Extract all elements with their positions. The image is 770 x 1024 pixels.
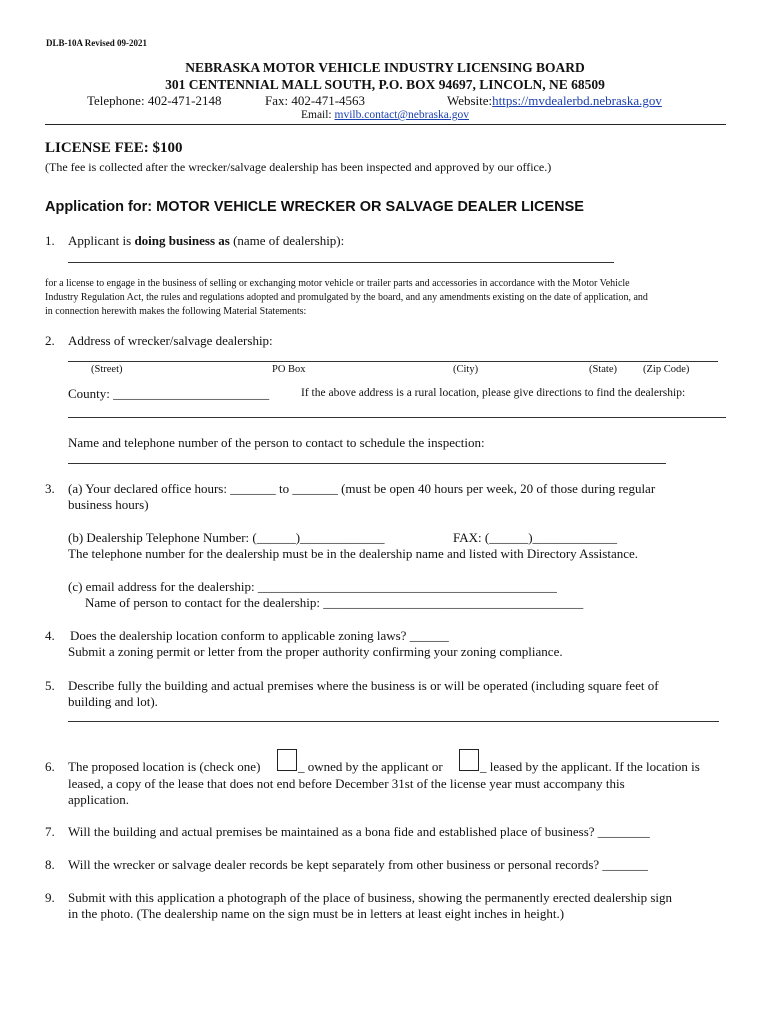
location-question: The proposed location is (check one) <box>68 759 261 774</box>
zoning-instruction: Submit a zoning permit or letter from the proper authority confirming your zoning compliance. <box>68 644 563 659</box>
application-title: Application for: MOTOR VEHICLE WRECKER OR SALVAGE DEALER LICENSE <box>45 199 584 215</box>
phone-directory-note: The telephone number for the dealership must be in the dealership name and listed with Directory Assistance. <box>68 546 639 561</box>
premises-description-label-2: building and lot). <box>68 694 158 709</box>
rural-directions-label: If the above address is a rural location, please give directions to find the dealership: <box>301 387 686 399</box>
q7-number: 7. <box>45 824 55 839</box>
leased-checkbox[interactable] <box>459 749 479 771</box>
q1-bold: doing business as <box>134 233 230 248</box>
city-col-label: (City) <box>453 364 479 375</box>
license-fee-title: LICENSE FEE: $100 <box>45 140 183 156</box>
q1-suffix: (name of dealership): <box>229 233 345 248</box>
dealership-phone-field[interactable]: (b) Dealership Telephone Number: (______)_____________ <box>68 530 385 545</box>
dealership-email-field[interactable]: (c) email address for the dealership: ______________________________________________ <box>68 579 557 594</box>
header-divider <box>45 124 726 125</box>
board-contact-line <box>87 93 662 109</box>
inspection-contact-label: Name and telephone number of the person to contact to schedule the inspection: <box>68 435 485 450</box>
q9-number: 9. <box>45 890 55 905</box>
street-col-label: (Street) <box>91 364 123 375</box>
q2-label: Address of wrecker/salvage dealership: <box>68 333 273 348</box>
dba-name-field[interactable] <box>68 262 614 263</box>
q4-number: 4. <box>45 628 55 643</box>
material-statement-line-2: Industry Regulation Act, the rules and regulations adopted and promulgated by the board, and any amendments existing on the date of application, and <box>45 292 648 303</box>
q1-prefix: Applicant is <box>68 233 135 248</box>
lease-note-line-2: leased, a copy of the lease that does not end before December 31st of the license year must accompany this <box>68 776 625 791</box>
address-field[interactable] <box>68 361 718 362</box>
photograph-instruction: Submit with this application a photograph of the place of business, showing the permanently erected dealership sign <box>68 890 672 905</box>
zip-col-label: (Zip Code) <box>643 364 690 375</box>
material-statement-line-3: in connection herewith makes the following Material Statements: <box>45 306 307 317</box>
po-box-col-label: PO Box <box>272 364 306 375</box>
records-question[interactable]: Will the wrecker or salvage dealer records be kept separately from other business or personal records? _______ <box>68 857 648 872</box>
email-link[interactable]: mvilb.contact@nebraska.gov <box>334 109 470 121</box>
bona-fide-question[interactable]: Will the building and actual premises be maintained as a bona fide and established place of business? ________ <box>68 824 650 839</box>
county-field[interactable]: County: ________________________ <box>68 386 270 401</box>
material-statement-line-1: for a license to engage in the business of selling or exchanging motor vehicle or trailer parts and accessories in accordance with the Motor Vehicle <box>45 278 630 289</box>
dealership-contact-field[interactable]: Name of person to contact for the dealership: ________________________________________ <box>85 595 584 610</box>
q6-number: 6. <box>45 759 55 774</box>
office-hours-line-2: business hours) <box>68 497 149 512</box>
zoning-question[interactable]: Does the dealership location conform to applicable zoning laws? ______ <box>70 628 449 643</box>
q8-number: 8. <box>45 857 55 872</box>
q1-label <box>68 233 344 249</box>
board-address: 301 CENTENNIAL MALL SOUTH, P.O. BOX 94697, LINCOLN, NE 68509 <box>165 77 605 92</box>
premises-description-field[interactable] <box>68 721 719 722</box>
telephone: Telephone: 402-471-2148 <box>87 93 222 108</box>
photograph-instruction-2: in the photo. (The dealership name on the sign must be in letters at least eight inches in height.) <box>68 906 565 921</box>
form-id: DLB-10A Revised 09-2021 <box>46 38 147 48</box>
q3-number: 3. <box>45 481 55 496</box>
dealership-fax-field[interactable]: FAX: (______)_____________ <box>453 530 618 545</box>
license-fee-note: (The fee is collected after the wrecker/salvage dealership has been inspected and approved by our office.) <box>45 160 552 174</box>
email-line <box>0 109 770 121</box>
fax: Fax: 402-471-4563 <box>265 93 366 108</box>
lease-note-line-3: application. <box>68 792 130 807</box>
website-label: Website: <box>447 93 493 108</box>
inspection-contact-field[interactable] <box>68 463 666 464</box>
state-col-label: (State) <box>589 364 617 375</box>
owned-label: _ owned by the applicant or <box>298 759 443 774</box>
email-label: Email: <box>300 109 335 121</box>
board-title: NEBRASKA MOTOR VEHICLE INDUSTRY LICENSING BOARD <box>185 60 585 75</box>
office-hours-field[interactable]: (a) Your declared office hours: _______ to _______ (must be open 40 hours per week, 20 of those during regular <box>68 481 656 496</box>
leased-label: _ leased by the applicant. If the location is <box>480 759 700 774</box>
directions-field[interactable] <box>68 417 726 418</box>
website-link[interactable]: https://mvdealerbd.nebraska.gov <box>492 93 662 108</box>
owned-checkbox[interactable] <box>277 749 297 771</box>
premises-description-label: Describe fully the building and actual premises where the business is or will be operated (including square feet of <box>68 678 659 693</box>
q5-number: 5. <box>45 678 55 693</box>
q2-number: 2. <box>45 333 55 348</box>
q1-number: 1. <box>45 233 55 248</box>
